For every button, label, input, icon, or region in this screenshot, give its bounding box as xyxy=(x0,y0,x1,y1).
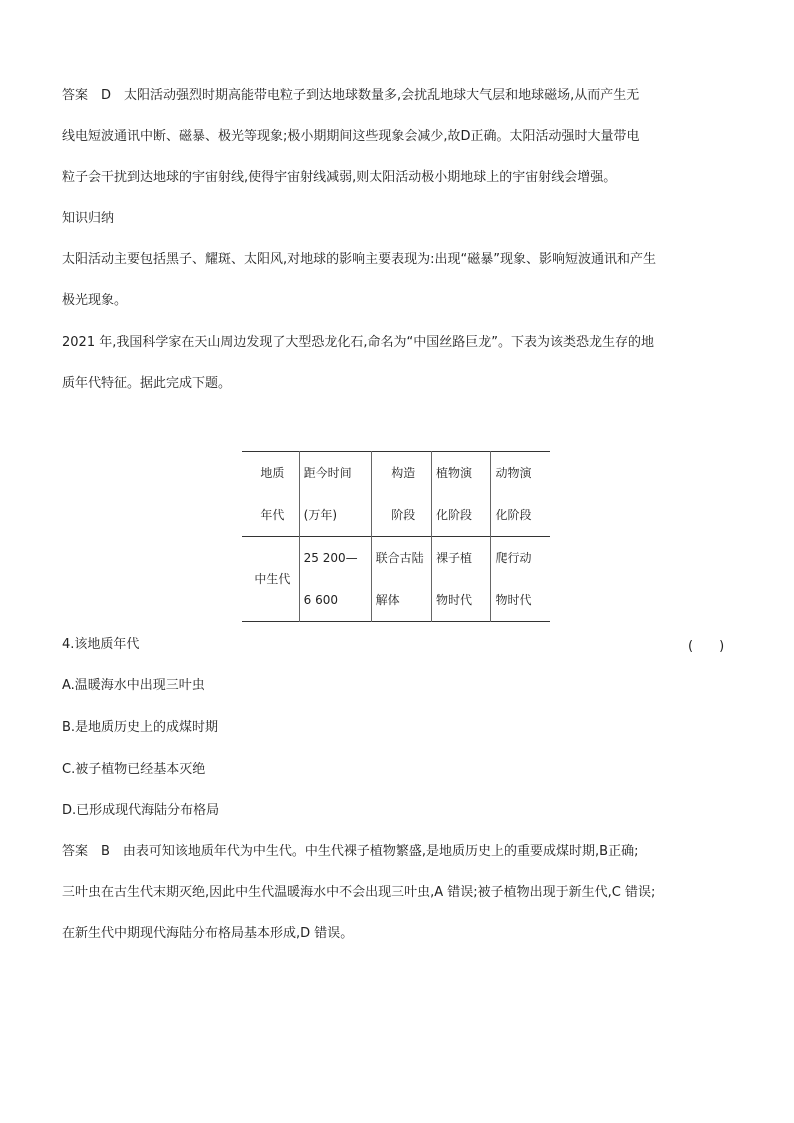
intro-line: 质年代特征。据此完成下题。 xyxy=(62,376,232,391)
answer1-line: 粒子会干扰到达地球的宇宙射线,使得宇宙射线减弱,则太阳活动极小期地球上的宇宙射线会增强。 xyxy=(62,170,617,185)
header-text: 阶段 xyxy=(391,508,416,522)
table-cell xyxy=(431,537,491,622)
summary-heading: 知识归纳 xyxy=(62,211,115,226)
option-d: D.已形成现代海陆分布格局 xyxy=(62,803,220,818)
cell-text: 25 200— xyxy=(303,551,358,565)
intro-line: 2021 年,我国科学家在天山周边发现了大型恐龙化石,命名为“中国丝路巨龙”。下表为该类恐龙生存的地 xyxy=(62,335,654,350)
header-text: 动物演 xyxy=(495,466,532,480)
summary-line: 极光现象。 xyxy=(62,293,128,308)
table-header-cell xyxy=(242,452,299,537)
summary-line: 太阳活动主要包括黑子、耀斑、太阳风,对地球的影响主要表现为:出现“磁暴”现象、影响短波通讯和产生 xyxy=(62,252,656,267)
table-cell xyxy=(491,537,550,622)
header-text: 植物演 xyxy=(435,466,472,480)
answer-explanation-1 xyxy=(62,75,734,198)
table-header-cell xyxy=(371,452,431,537)
table-header-cell xyxy=(431,452,491,537)
answer4-line: 答案 B 由表可知该地质年代为中生代。中生代裸子植物繁盛,是地质历史上的重要成煤时期,B正确; xyxy=(62,844,639,859)
answer1-line: 答案 D 太阳活动强烈时期高能带电粒子到达地球数量多,会扰乱地球大气层和地球磁场,从而产生无 xyxy=(62,88,640,103)
answer4-line: 在新生代中期现代海陆分布格局基本形成,D 错误。 xyxy=(62,926,354,941)
header-text: 化阶段 xyxy=(495,508,532,522)
answer-bracket: ( ) xyxy=(688,639,725,654)
table-header-row xyxy=(242,452,550,537)
header-text: 构造 xyxy=(391,466,416,480)
option-b: B.是地质历史上的成煤时期 xyxy=(62,720,219,735)
table-header-cell xyxy=(299,452,371,537)
cell-text: 物时代 xyxy=(435,593,472,607)
table-row xyxy=(242,537,550,622)
header-text: 地质 xyxy=(260,466,285,480)
cell-text: 联合古陆 xyxy=(375,551,424,565)
table-cell xyxy=(371,537,431,622)
question-intro xyxy=(62,322,734,404)
option-c: C.被子植物已经基本灭绝 xyxy=(62,762,206,777)
cell-text: 裸子植 xyxy=(435,551,472,565)
cell-text: 解体 xyxy=(375,593,400,607)
table-header-cell xyxy=(491,452,550,537)
header-text: 距今时间 xyxy=(303,466,352,480)
header-text: 化阶段 xyxy=(435,508,472,522)
table-cell xyxy=(299,537,371,622)
geologic-era-table xyxy=(242,451,550,622)
option-a: A.温暖海水中出现三叶虫 xyxy=(62,678,205,693)
knowledge-summary xyxy=(62,198,734,321)
table-cell xyxy=(242,537,299,622)
answer4-line: 三叶虫在古生代末期灭绝,因此中生代温暖海水中不会出现三叶虫,A 错误;被子植物出现于新生代,C 错误; xyxy=(62,885,656,900)
cell-text: 中生代 xyxy=(254,572,291,586)
cell-text: 6 600 xyxy=(303,593,338,607)
question-stem: 4.该地质年代 xyxy=(62,637,140,652)
header-text: 年代 xyxy=(260,508,285,522)
cell-text: 物时代 xyxy=(495,593,532,607)
header-text: (万年) xyxy=(303,508,338,522)
answer1-line: 线电短波通讯中断、磁暴、极光等现象;极小期期间这些现象会减少,故D正确。太阳活动强时大量带电 xyxy=(62,129,640,144)
cell-text: 爬行动 xyxy=(495,551,532,565)
answer-explanation-4 xyxy=(62,831,734,954)
